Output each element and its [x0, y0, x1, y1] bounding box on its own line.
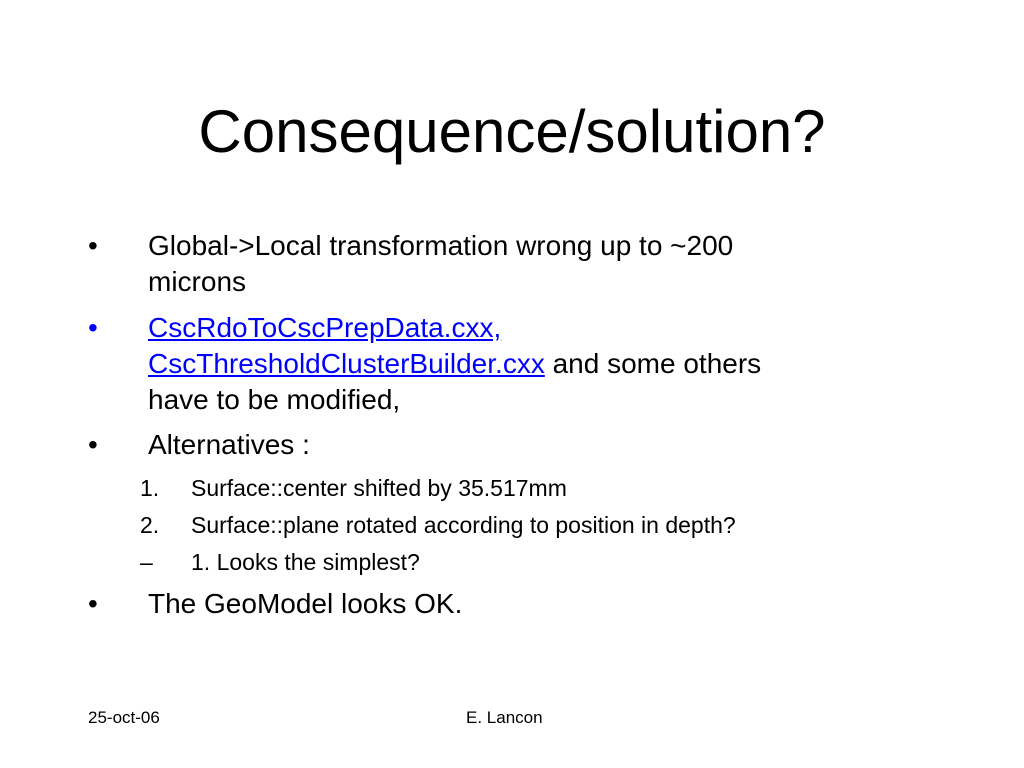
- bullet-text-continuation: have to be modified,: [148, 384, 401, 415]
- bullet-text: Global->Local transformation wrong up to ~200: [148, 230, 734, 261]
- footer-date: 25-oct-06: [88, 708, 160, 727]
- sub-item-marker: –: [140, 549, 153, 575]
- bullet-marker: •: [88, 230, 98, 261]
- bullet-text: The GeoModel looks OK.: [148, 588, 463, 619]
- bullet-text-continuation: microns: [148, 266, 247, 297]
- bullet-marker: •: [88, 312, 98, 343]
- slide-title: Consequence/solution?: [198, 98, 826, 165]
- sub-item-text: Surface::plane rotated according to position in depth?: [191, 512, 736, 538]
- sub-item-marker: 1.: [140, 475, 160, 501]
- bullet-marker: •: [88, 429, 98, 460]
- sub-item-text: 1. Looks the simplest?: [191, 549, 420, 575]
- link-csc-rdo-to-csc-prep-data[interactable]: CscRdoToCscPrepData.cxx,: [148, 312, 502, 343]
- bullet-marker: •: [88, 588, 98, 619]
- bullet-text: Alternatives :: [148, 429, 310, 460]
- sub-item-marker: 2.: [140, 512, 160, 538]
- footer-author: E. Lancon: [466, 708, 543, 727]
- bullet-text: and some others: [544, 348, 762, 379]
- link-csc-threshold-cluster-builder[interactable]: CscThresholdClusterBuilder.cxx: [148, 348, 545, 379]
- sub-item-text: Surface::center shifted by 35.517mm: [191, 475, 567, 501]
